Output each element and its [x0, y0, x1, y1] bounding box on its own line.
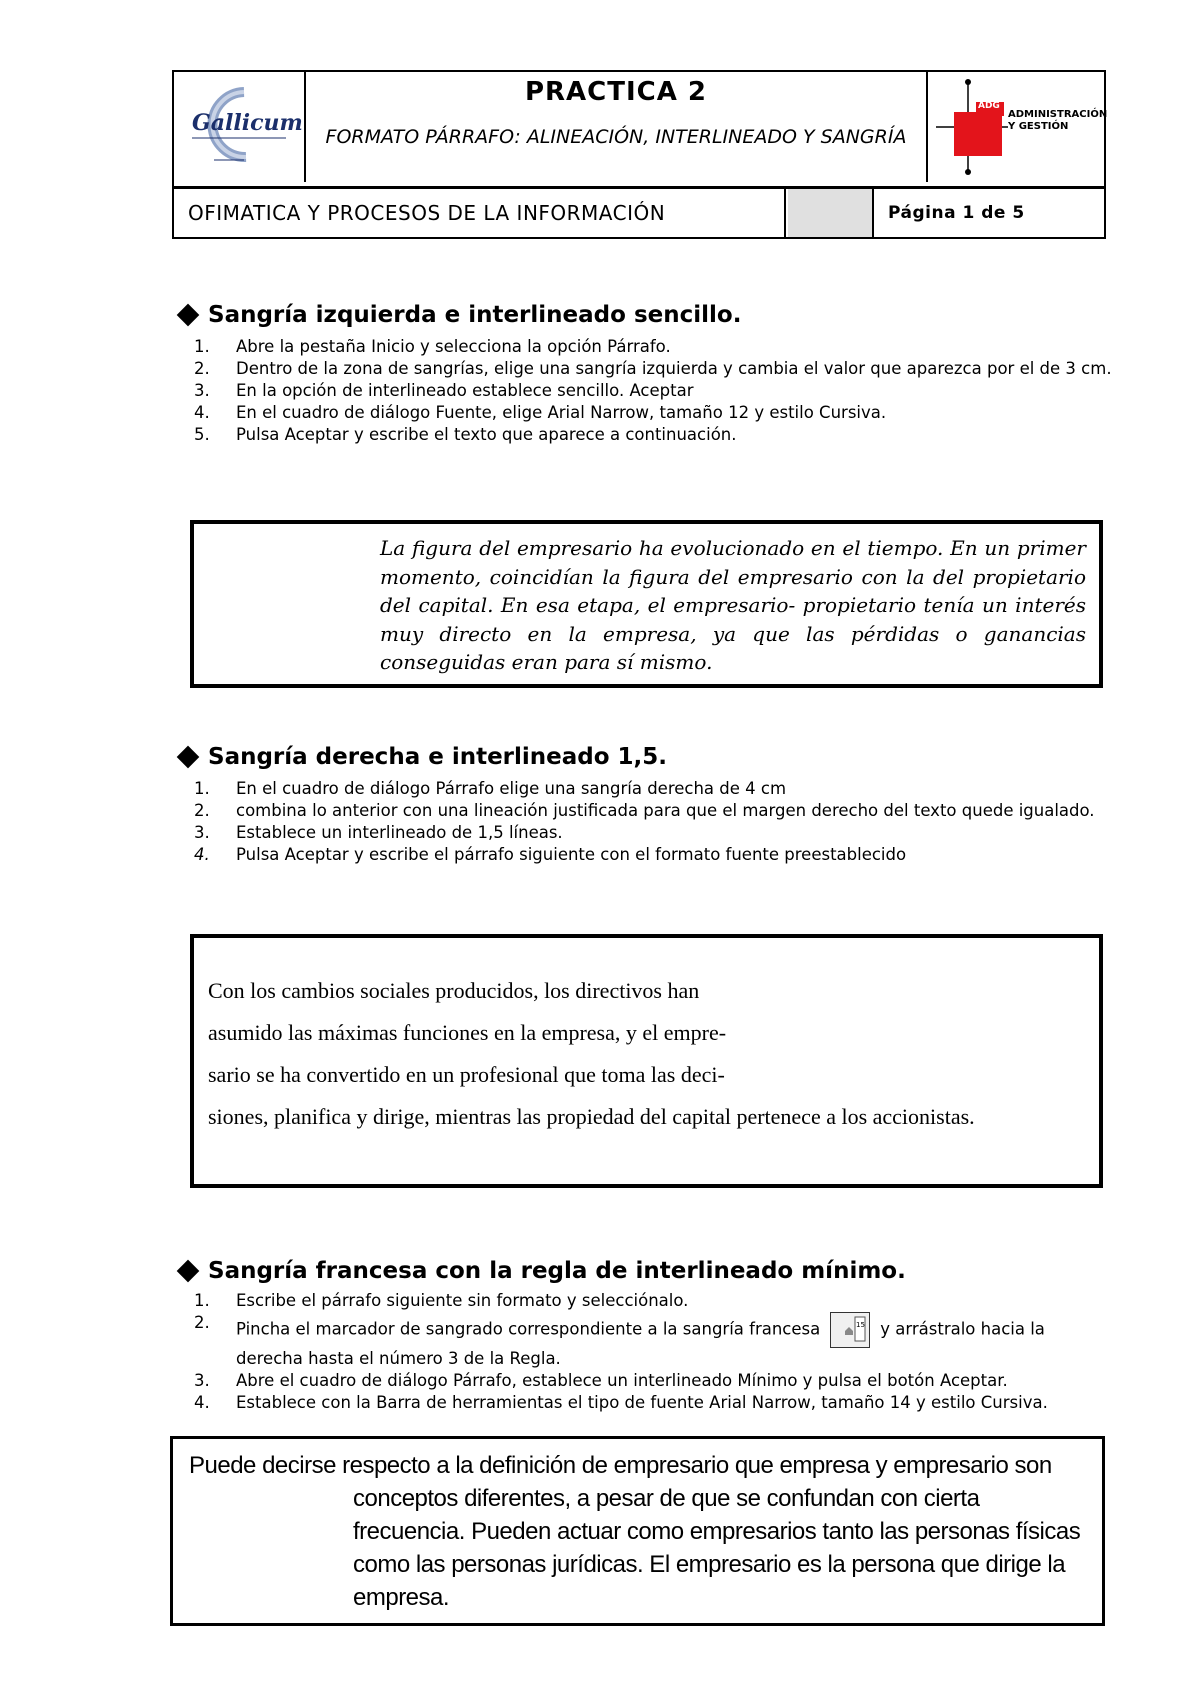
list-item: 3. En la opción de interlineado establece sencillo. Aceptar: [194, 381, 694, 400]
example-text-3-rest: conceptos diferentes, a pesar de que se confundan con cierta frecuencia. Pueden actuar como empresarios tanto las personas físicas como las personas jurídicas. El empresario es la persona que dirige la empresa.: [353, 1485, 1081, 1611]
subject-label: OFIMATICA Y PROCESOS DE LA INFORMACIÓN: [174, 189, 786, 237]
adg-line2: Y GESTIÓN: [1008, 121, 1069, 132]
diamond-bullet-icon: [177, 746, 200, 769]
example-text-1: La figura del empresario ha evolucionado en el tiempo. En un primer momento, coincidían la figura del empresario con la del propietario del capital. En esa etapa, el empresario- propietario tenía un interés muy directo en la empresa, ya que las pérdidas o ganancias conseguidas eran para sí mismo.: [380, 536, 1086, 674]
section-heading-1: Sangría izquierda e interlineado sencillo.: [174, 302, 741, 328]
list-item: 3. Establece un interlineado de 1,5 líneas.: [194, 823, 563, 842]
list-item: 2. combina lo anterior con una lineación justificada para que el margen derecho del texto quede igualado.: [194, 801, 1095, 820]
page-number: Página 1 de 5: [888, 203, 1025, 223]
steps-list-3: [194, 1290, 1114, 1414]
example-box-3: [170, 1436, 1105, 1626]
hanging-indent-marker-icon: [830, 1312, 870, 1348]
adg-line1: ADMINISTRACIÓN: [1008, 109, 1108, 120]
gray-cell: [788, 189, 874, 237]
list-item: 4. Establece con la Barra de herramientas el tipo de fuente Arial Narrow, tamaño 14 y estilo Cursiva.: [194, 1393, 1048, 1412]
svg-text:15: 15: [856, 1321, 866, 1329]
adg-logo: [928, 72, 1108, 182]
page-subtitle: FORMATO PÁRRAFO: ALINEACIÓN, INTERLINEADO Y SANGRÍA: [325, 126, 907, 148]
diamond-bullet-icon: [177, 1260, 200, 1283]
example-text-3-first-line: Puede decirse respecto a la definición de empresario que empresa y empresario son: [189, 1452, 1052, 1479]
list-item: 2. Pincha el marcador de sangrado correspondiente a la sangría francesa 15 y arrástralo hacia la derecha hasta el número 3 de la Regla.: [194, 1313, 1045, 1368]
list-item: 3. Abre el cuadro de diálogo Párrafo, establece un interlineado Mínimo y pulsa el botón Aceptar.: [194, 1371, 1008, 1390]
list-item: 4. Pulsa Aceptar y escribe el párrafo siguiente con el formato fuente preestablecido: [194, 845, 907, 864]
section-heading-3: Sangría francesa con la regla de interlineado mínimo.: [174, 1258, 906, 1284]
example-text-2: Con los cambios sociales producidos, los directivos han asumido las máximas funciones en la empresa, y el empre- sario se ha convertido en un profesional que toma las deci- siones, planifica y dirige, mientras las propiedad del capital pertenece a los accionistas.: [208, 978, 975, 1129]
list-item: 1. En el cuadro de diálogo Párrafo elige una sangría derecha de 4 cm: [194, 779, 787, 798]
list-item: 5. Pulsa Aceptar y escribe el texto que aparece a continuación.: [194, 425, 737, 444]
page-title: PRACTICA 2: [524, 77, 708, 107]
list-item: 2. Dentro de la zona de sangrías, elige una sangría izquierda y cambia el valor que aparezca por el de 3 cm.: [194, 359, 1112, 378]
steps-list-1: [194, 336, 1114, 446]
gallicum-logo: [174, 72, 306, 182]
example-box-2: [190, 934, 1103, 1188]
list-item: 4. En el cuadro de diálogo Fuente, elige Arial Narrow, tamaño 12 y estilo Cursiva.: [194, 403, 887, 422]
header-title-cell: [306, 72, 928, 182]
list-item: 1. Abre la pestaña Inicio y selecciona la opción Párrafo.: [194, 337, 671, 356]
diamond-bullet-icon: [177, 304, 200, 327]
svg-text:Gallicum: Gallicum: [192, 110, 303, 136]
section-heading-2: Sangría derecha e interlineado 1,5.: [174, 744, 667, 770]
steps-list-2: [194, 778, 1114, 866]
adg-badge: ADG: [978, 101, 1000, 111]
example-box-1: [190, 520, 1103, 688]
list-item: 1. Escribe el párrafo siguiente sin formato y selecciónalo.: [194, 1291, 689, 1310]
